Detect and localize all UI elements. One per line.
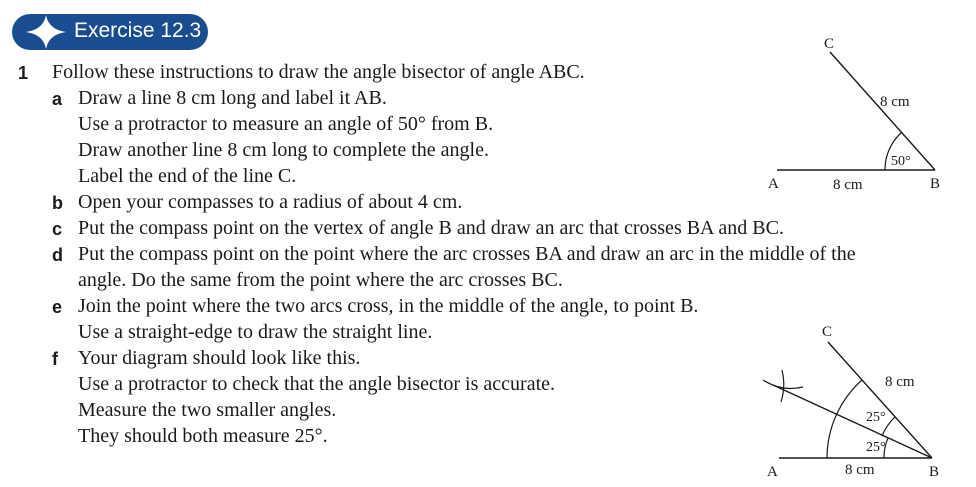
part-c-line: Put the compass point on the vertex of angle B and draw an arc that crosses BA and BC. bbox=[78, 217, 784, 239]
part-b-letter: b bbox=[52, 193, 63, 213]
question-number: 1 bbox=[18, 63, 29, 83]
figure-angle-50 bbox=[768, 36, 940, 193]
part-f-line: They should both measure 25°. bbox=[78, 425, 328, 447]
angle-label: 50° bbox=[891, 154, 911, 169]
crossing-arc bbox=[763, 380, 803, 388]
part-e-letter: e bbox=[52, 297, 63, 317]
part-b-line: Open your compasses to a radius of about 4 cm. bbox=[78, 191, 463, 213]
label-a: A bbox=[767, 464, 778, 480]
part-a-line: Use a protractor to measure an angle of 50° from B. bbox=[78, 113, 494, 135]
part-d-line: angle. Do the same from the point where the arc crosses BC. bbox=[78, 269, 563, 291]
part-d-line: Put the compass point on the point where the arc crosses BA and draw an arc in the middle of the bbox=[78, 243, 856, 265]
label-a: A bbox=[768, 176, 779, 192]
part-d-letter: d bbox=[52, 245, 63, 265]
crossing-arc bbox=[781, 370, 784, 402]
label-b: B bbox=[930, 176, 941, 192]
part-a-line: Draw another line 8 cm long to complete the angle. bbox=[78, 139, 489, 161]
side-bc-length: 8 cm bbox=[885, 374, 915, 390]
angle-label-lower: 25° bbox=[866, 440, 886, 455]
bisector-line bbox=[773, 385, 932, 458]
part-e-line: Use a straight-edge to draw the straight line. bbox=[78, 321, 433, 343]
part-c-letter: c bbox=[52, 219, 63, 239]
side-ab-length: 8 cm bbox=[845, 462, 875, 478]
part-a-letter: a bbox=[52, 89, 63, 109]
compass-arc bbox=[827, 380, 862, 458]
part-e-line: Join the point where the two arcs cross, in the middle of the angle, to point B. bbox=[78, 295, 699, 317]
figure-angle-bisected bbox=[763, 324, 939, 480]
part-a-line: Draw a line 8 cm long and label it AB. bbox=[78, 87, 387, 109]
exercise-title: Exercise 12.3 bbox=[74, 19, 202, 42]
side-bc-length: 8 cm bbox=[880, 94, 910, 110]
label-c: C bbox=[824, 36, 835, 52]
part-f-letter: f bbox=[52, 349, 58, 369]
label-b: B bbox=[929, 464, 940, 480]
part-f-line: Use a protractor to check that the angle bisector is accurate. bbox=[78, 373, 556, 395]
side-ab-length: 8 cm bbox=[833, 177, 863, 193]
part-f-line: Your diagram should look like this. bbox=[78, 347, 361, 369]
angle-label-upper: 25° bbox=[866, 410, 886, 425]
part-f-line: Measure the two smaller angles. bbox=[78, 399, 337, 421]
label-c: C bbox=[822, 324, 833, 340]
part-a-line: Label the end of the line C. bbox=[78, 165, 297, 187]
question-intro: Follow these instructions to draw the angle bisector of angle ABC. bbox=[52, 61, 585, 83]
line-bc bbox=[830, 52, 935, 170]
